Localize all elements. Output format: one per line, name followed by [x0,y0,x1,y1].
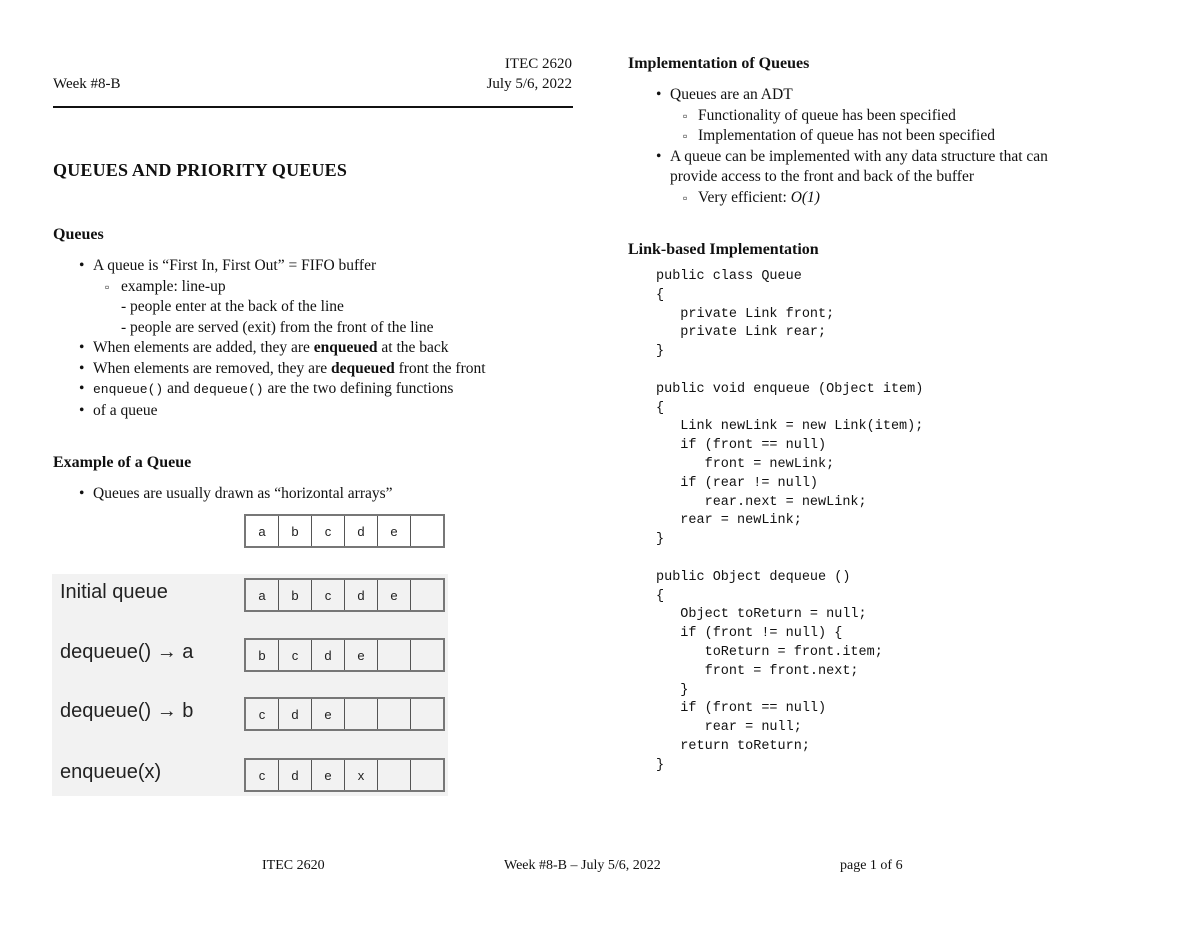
queue-cell: x [345,760,378,790]
list-item [53,484,573,505]
bullet-text: A queue is “First In, First Out” = FIFO buffer [93,257,377,274]
bullet-text: example: line-up [121,277,226,295]
bullet-text: Very efficient: [698,188,791,206]
list-item [628,126,1188,147]
bullet-text: provide access to the front and back of the buffer [670,168,974,185]
queue-cell: b [279,580,312,610]
header-week: Week #8-B [53,76,121,92]
queue-cell: e [312,699,345,729]
inline-code: dequeue() [193,382,264,397]
code-block: public class Queue { private Link front; private Link rear; } public void enqueue (Object item) { Link newLink = new Link(item); if (front == null) front = newLink; if (rear != null) rear.next = newLink; rear = newLink; } public Object dequeue () { Object toReturn = null; if (front != null) { toReturn = front.item; front = front.next; } if (front == null) rear = null; return toReturn; } [656,269,924,773]
implementation-heading: Implementation of Queues [628,55,810,72]
example-heading: Example of a Queue [53,454,192,471]
queue-cell [411,516,443,546]
bullet-text: A queue can be implemented with any data structure that can [670,147,1048,165]
bullet-text: of a queue [93,401,158,419]
link-impl-heading: Link-based Implementation [628,241,819,258]
list-item [628,106,1188,127]
bullet-text: Queues are an ADT [670,86,793,103]
queue-op-label: enqueue(x) [60,761,162,783]
list-item [53,359,573,380]
queue-cell [378,760,411,790]
bold-term: dequeued [330,359,395,377]
bold-term: enqueued [313,339,378,356]
bullet-text: Functionality of queue has been specified [698,106,956,124]
queues-heading: Queues [53,226,104,243]
list-item [53,297,573,318]
page-title: QUEUES AND PRIORITY QUEUES [53,160,348,180]
queue-cell: d [345,580,378,610]
queue-cell: c [246,760,279,790]
queue-op-label: Initial queue [60,581,168,603]
footer-course: ITEC 2620 [262,858,325,873]
queue-cell: e [312,760,345,790]
bullet-text: - people are served (exit) from the front of the line [121,318,434,336]
footer-center: Week #8-B – July 5/6, 2022 [504,858,661,873]
queue-cell [411,699,443,729]
bullet-text: at the back [377,339,449,356]
queue-cell: e [378,580,411,610]
queue-cell: a [246,580,279,610]
queue-cell: a [246,516,279,546]
list-item-continuation [628,167,1188,188]
bullet-text: When elements are removed, they are [93,359,331,377]
queue-array [244,638,445,672]
list-item [53,256,573,277]
queue-cell [378,699,411,729]
queue-op-label: dequeue() → a [60,641,194,663]
queue-array [244,697,445,731]
queue-cell: b [279,516,312,546]
queue-cell: c [312,516,345,546]
queue-cell [411,640,443,670]
header-date: July 5/6, 2022 [486,76,572,92]
list-item [53,277,573,298]
queue-cell [411,760,443,790]
queue-cell: c [279,640,312,670]
header-course: ITEC 2620 [504,56,572,72]
queue-cell: e [378,516,411,546]
queue-array [244,578,445,612]
bullet-text: Queues are usually drawn as “horizontal arrays” [93,485,393,502]
queue-cell: c [246,699,279,729]
header-rule [53,106,573,108]
implementation-list [628,85,1188,208]
queue-cell: d [345,516,378,546]
queue-cell [378,640,411,670]
queue-array [244,758,445,792]
list-item-continuation [53,401,573,422]
list-item [628,147,1188,168]
list-item [53,338,573,359]
big-o-math: O(1) [790,188,820,206]
list-item [53,379,573,401]
queue-cell: d [279,760,312,790]
list-item [628,188,1188,209]
inline-code: enqueue() [93,382,164,397]
queue-cell [411,580,443,610]
example-list [53,484,573,505]
queue-cell: c [312,580,345,610]
bullet-text: When elements are added, they are [93,339,314,356]
list-item [628,85,1188,106]
list-item [53,318,573,339]
queue-array-diagram [244,514,445,548]
queue-cell: d [279,699,312,729]
queue-cell: b [246,640,279,670]
queue-cell: e [345,640,378,670]
queue-cell [345,699,378,729]
queue-cell: d [312,640,345,670]
bullet-text: - people enter at the back of the line [121,298,344,315]
bullet-text: are the two defining functions [263,380,454,397]
footer-page-number: page 1 of 6 [840,858,903,873]
bullet-text: and [163,380,194,397]
bullet-text: Implementation of queue has not been specified [698,127,995,144]
queues-list [53,256,573,421]
bullet-text: front the front [394,359,486,377]
queue-op-label: dequeue() → b [60,700,194,722]
